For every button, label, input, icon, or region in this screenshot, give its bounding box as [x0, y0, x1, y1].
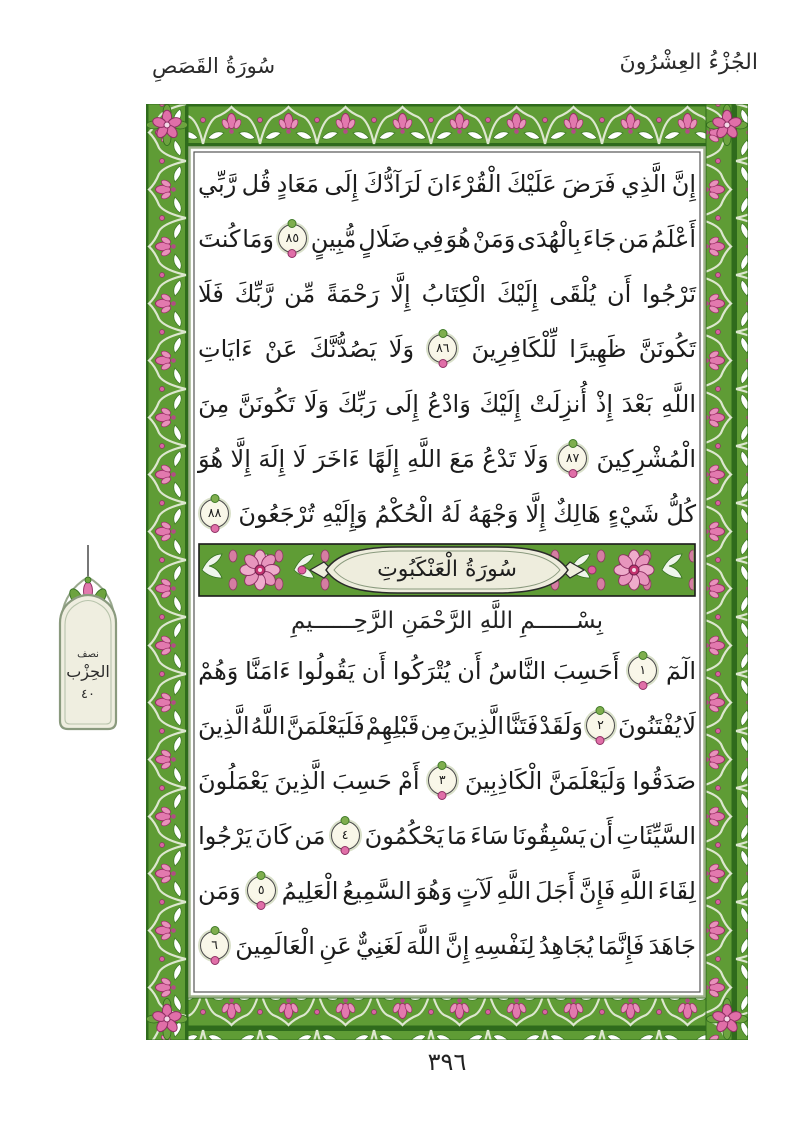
ayah-number-marker: ٢ [586, 711, 615, 740]
quran-line [198, 698, 696, 753]
quran-word: وَلَا [303, 389, 330, 418]
ayah-number-marker: ٨٦ [428, 334, 457, 363]
quran-word: أَحَسِبَ [552, 656, 620, 685]
quran-word: اللَّهِ [661, 389, 696, 418]
quran-word: أَمْ [398, 766, 420, 795]
quran-word: تَكُونَنَّ [638, 334, 696, 363]
quran-word: مَا [446, 821, 468, 850]
quran-word: فَتَنَّا [505, 711, 539, 740]
quran-line [198, 376, 696, 431]
page-number: ٣٩٦ [427, 1048, 467, 1076]
quran-word: وَلَا [523, 444, 549, 473]
hizb-marker-word: الحِزْب [66, 662, 110, 681]
quran-word: إِلَهَ [258, 444, 286, 473]
quran-line [198, 486, 696, 541]
quran-word: إِلَى [324, 169, 359, 198]
quran-word: أَن [588, 821, 614, 850]
quran-line [198, 321, 696, 376]
surah-name-header: سُورَةُ القَصَصِ [152, 54, 276, 78]
quran-word: اللَّهِ [619, 876, 654, 905]
quran-word: كُلُّ [666, 499, 696, 528]
quran-word: أَعْلَمُ [651, 224, 696, 253]
quran-word: السَّمِيعُ [342, 876, 412, 905]
ayah-number-marker: ٤ [331, 821, 360, 850]
quran-line [198, 156, 696, 211]
quran-word: ءَامَنَّا [245, 656, 291, 685]
quran-word: كَانَ [254, 821, 292, 850]
ayah-number-marker: ٥ [247, 876, 276, 905]
quran-word: وَإِلَيْهِ [321, 499, 368, 528]
quran-word: لَا [682, 711, 696, 740]
hizb-marker [48, 545, 128, 737]
quran-word: وَهُمْ [198, 656, 239, 685]
quran-word: الْكِتَابُ [421, 279, 486, 308]
quran-word: لَآتٍ [456, 876, 493, 905]
quran-word: قَبْلِهِمْ [365, 711, 420, 740]
quran-word: الْعَالَمِينَ [235, 931, 315, 960]
quran-word: مَن [294, 821, 326, 850]
quran-word: إِذْ [595, 389, 614, 418]
quran-word: شَيْءٍ [607, 499, 660, 528]
quran-word: رَبِّكَ [337, 389, 377, 418]
quran-word: اللَّهِ [496, 876, 532, 905]
quran-word: رَّبِّكَ [234, 279, 274, 308]
quran-word: صَدَقُوا [632, 766, 696, 795]
quran-word: إِلَّا [230, 444, 251, 473]
ayah-number-marker: ٨٨ [200, 499, 229, 528]
quran-line [198, 211, 696, 266]
quran-word: فَإِنَّمَا [597, 931, 645, 960]
quran-word: يَحْكُمُونَ [364, 821, 444, 850]
quran-word: اللَّهُ [250, 711, 286, 740]
quran-word: جَاءَ [582, 224, 617, 253]
quran-word: قُل [241, 169, 272, 198]
quran-word: لَا [292, 444, 307, 473]
quran-word: لَهُ [440, 499, 461, 528]
quran-word: عَنْ [264, 334, 298, 363]
quran-line [198, 266, 696, 321]
quran-word: يَصُدُّنَّكَ [309, 334, 377, 363]
quran-word: أَن [457, 656, 482, 685]
quran-word: وَجْهَهُ [468, 499, 519, 528]
quran-word: لَغَنِيٌّ [355, 931, 402, 960]
quran-word: أُنزِلَتْ [529, 389, 588, 418]
quran-word: وَهُوَ [415, 876, 453, 905]
quran-word: لِقَاءَ [657, 876, 696, 905]
quran-word: أَجَلَ [535, 876, 575, 905]
quran-word: إِلَيْكَ [496, 279, 539, 308]
qasas-lines [198, 156, 696, 541]
quran-word: عَنِ [319, 931, 352, 960]
quran-word: أَن [361, 656, 386, 685]
juz-name-header: الجُزْءُ العِشْرُونَ [619, 50, 758, 75]
quran-word: ءَايَاتِ [198, 334, 253, 363]
quran-word: مِنَ [198, 389, 230, 418]
quran-word: أَن [606, 279, 632, 308]
quran-word: لِّلْكَافِرِينَ [471, 334, 557, 363]
quran-word: تُرْجَعُونَ [238, 499, 315, 528]
quran-line [198, 643, 696, 698]
quran-word: وَلَا [388, 334, 415, 363]
quran-word: يَقُولُوا [297, 656, 355, 685]
quran-word: بَعْدَ [621, 389, 653, 418]
quran-word: الٓمٓ [666, 656, 696, 685]
quran-word: اللَّهِ [407, 444, 442, 473]
quran-word: ظَهِيرًا [569, 334, 627, 363]
quran-word: يَرْجُوا [198, 821, 252, 850]
bismillah: بِسْــــــمِ اللَّهِ الرَّحْمَنِ الرَّحِــــــيمِ [290, 608, 604, 634]
ayah-number-marker: ٨٧ [558, 444, 587, 473]
quran-word: الَّذِينَ [452, 711, 505, 740]
quran-word: لَرَآدُّكَ [363, 169, 422, 198]
quran-word: إِلَّا [390, 279, 411, 308]
surah-title: سُورَةُ الْعَنْكَبُوتِ [377, 556, 517, 582]
quran-word: مِن [420, 711, 452, 740]
quran-word: تَدْعُ [482, 444, 516, 473]
quran-word: هُوَ [198, 444, 224, 473]
quran-word: يَعْمَلُونَ [198, 766, 269, 795]
quran-word: سَاءَ [470, 821, 509, 850]
quran-word: هُوَ [445, 224, 471, 253]
ankabut-lines [198, 643, 696, 973]
quran-word: جَاهَدَ [648, 931, 696, 960]
quran-word: إِلَى [384, 389, 419, 418]
ornamental-frame [146, 104, 748, 1040]
quran-line [198, 863, 696, 918]
quran-word: مُّبِينٍ [310, 224, 357, 253]
quran-word: بِالْهُدَى [517, 224, 581, 253]
quran-word: ضَلَالٍ [358, 224, 411, 253]
quran-word: اللَّهَ [406, 931, 441, 960]
hizb-marker-top-word: نصف [77, 649, 99, 660]
quran-word: رَحْمَةً [326, 279, 380, 308]
quran-word: السَّيِّئَاتِ [616, 821, 696, 850]
ayah-number-marker: ٦ [200, 931, 229, 960]
quran-word: وَادْعُ [427, 389, 471, 418]
quran-word: مَن [618, 224, 650, 253]
quran-word: وَمَن [198, 876, 241, 905]
surah-banner [198, 543, 696, 597]
quran-word: ءَاخَرَ [313, 444, 360, 473]
quran-word: لِنَفْسِهِ [473, 931, 535, 960]
quran-word: إِلَيْكَ [479, 389, 521, 418]
quran-word: رَّبِّي [198, 169, 237, 198]
quran-word: إِنَّ [445, 931, 470, 960]
hizb-marker-ornament-icon [48, 545, 128, 737]
quran-word: وَمَنْ [472, 224, 516, 253]
ayah-number-marker: ٨٥ [278, 224, 307, 253]
quran-word: الْعَلِيمُ [281, 876, 339, 905]
hizb-marker-number: ٤٠ [81, 687, 95, 702]
quran-word: هَالِكٌ [553, 499, 601, 528]
quran-word: يُفْتَنُونَ [617, 711, 682, 740]
quran-word: الْقُرْءَانَ [426, 169, 502, 198]
quran-word: مَعَادٍ [276, 169, 320, 198]
quran-word: النَّاسُ [488, 656, 547, 685]
quran-line [198, 431, 696, 486]
quran-word: مِّن [284, 279, 316, 308]
quran-word: الْحُكْمُ [374, 499, 434, 528]
quran-word: كُنتَ [198, 224, 241, 253]
quran-word: حَسِبَ [332, 766, 392, 795]
quran-word: يُتْرَكُوا [392, 656, 451, 685]
quran-word: يُجَاهِدُ [538, 931, 594, 960]
quran-word: الْمُشْرِكِينَ [596, 444, 696, 473]
quran-word: إِنَّ [671, 169, 696, 198]
quran-word: إِلَهًا [367, 444, 400, 473]
quran-word: الَّذِينَ [198, 711, 250, 740]
ayah-number-marker: ١ [628, 656, 657, 685]
quran-word: الَّذِي [621, 169, 667, 198]
quran-word: يُلْقَى [549, 279, 597, 308]
quran-word: وَلَيَعْلَمَنَّ [548, 766, 627, 795]
quran-word: يَسْبِقُونَا [511, 821, 586, 850]
quran-word: فَلَا [198, 279, 224, 308]
quran-line [198, 918, 696, 973]
quran-word: فَلَيَعْلَمَنَّ [286, 711, 365, 740]
quran-text-area [198, 156, 696, 988]
quran-word: تَكُونَنَّ [237, 389, 296, 418]
quran-word: فَإِنَّ [578, 876, 616, 905]
quran-word: فِي [412, 224, 444, 253]
quran-word: الَّذِينَ [274, 766, 326, 795]
quran-word: فَرَضَ [561, 169, 616, 198]
quran-word: الْكَاذِبِينَ [464, 766, 543, 795]
quran-line [198, 753, 696, 808]
quran-word: إِلَّا [525, 499, 546, 528]
quran-word: وَلَقَدْ [539, 711, 583, 740]
quran-word: مَعَ [449, 444, 475, 473]
quran-word: تَرْجُوا [642, 279, 696, 308]
quran-word: وَمَا [242, 224, 275, 253]
quran-line [198, 808, 696, 863]
quran-word: عَلَيْكَ [506, 169, 557, 198]
ayah-number-marker: ٣ [428, 766, 457, 795]
